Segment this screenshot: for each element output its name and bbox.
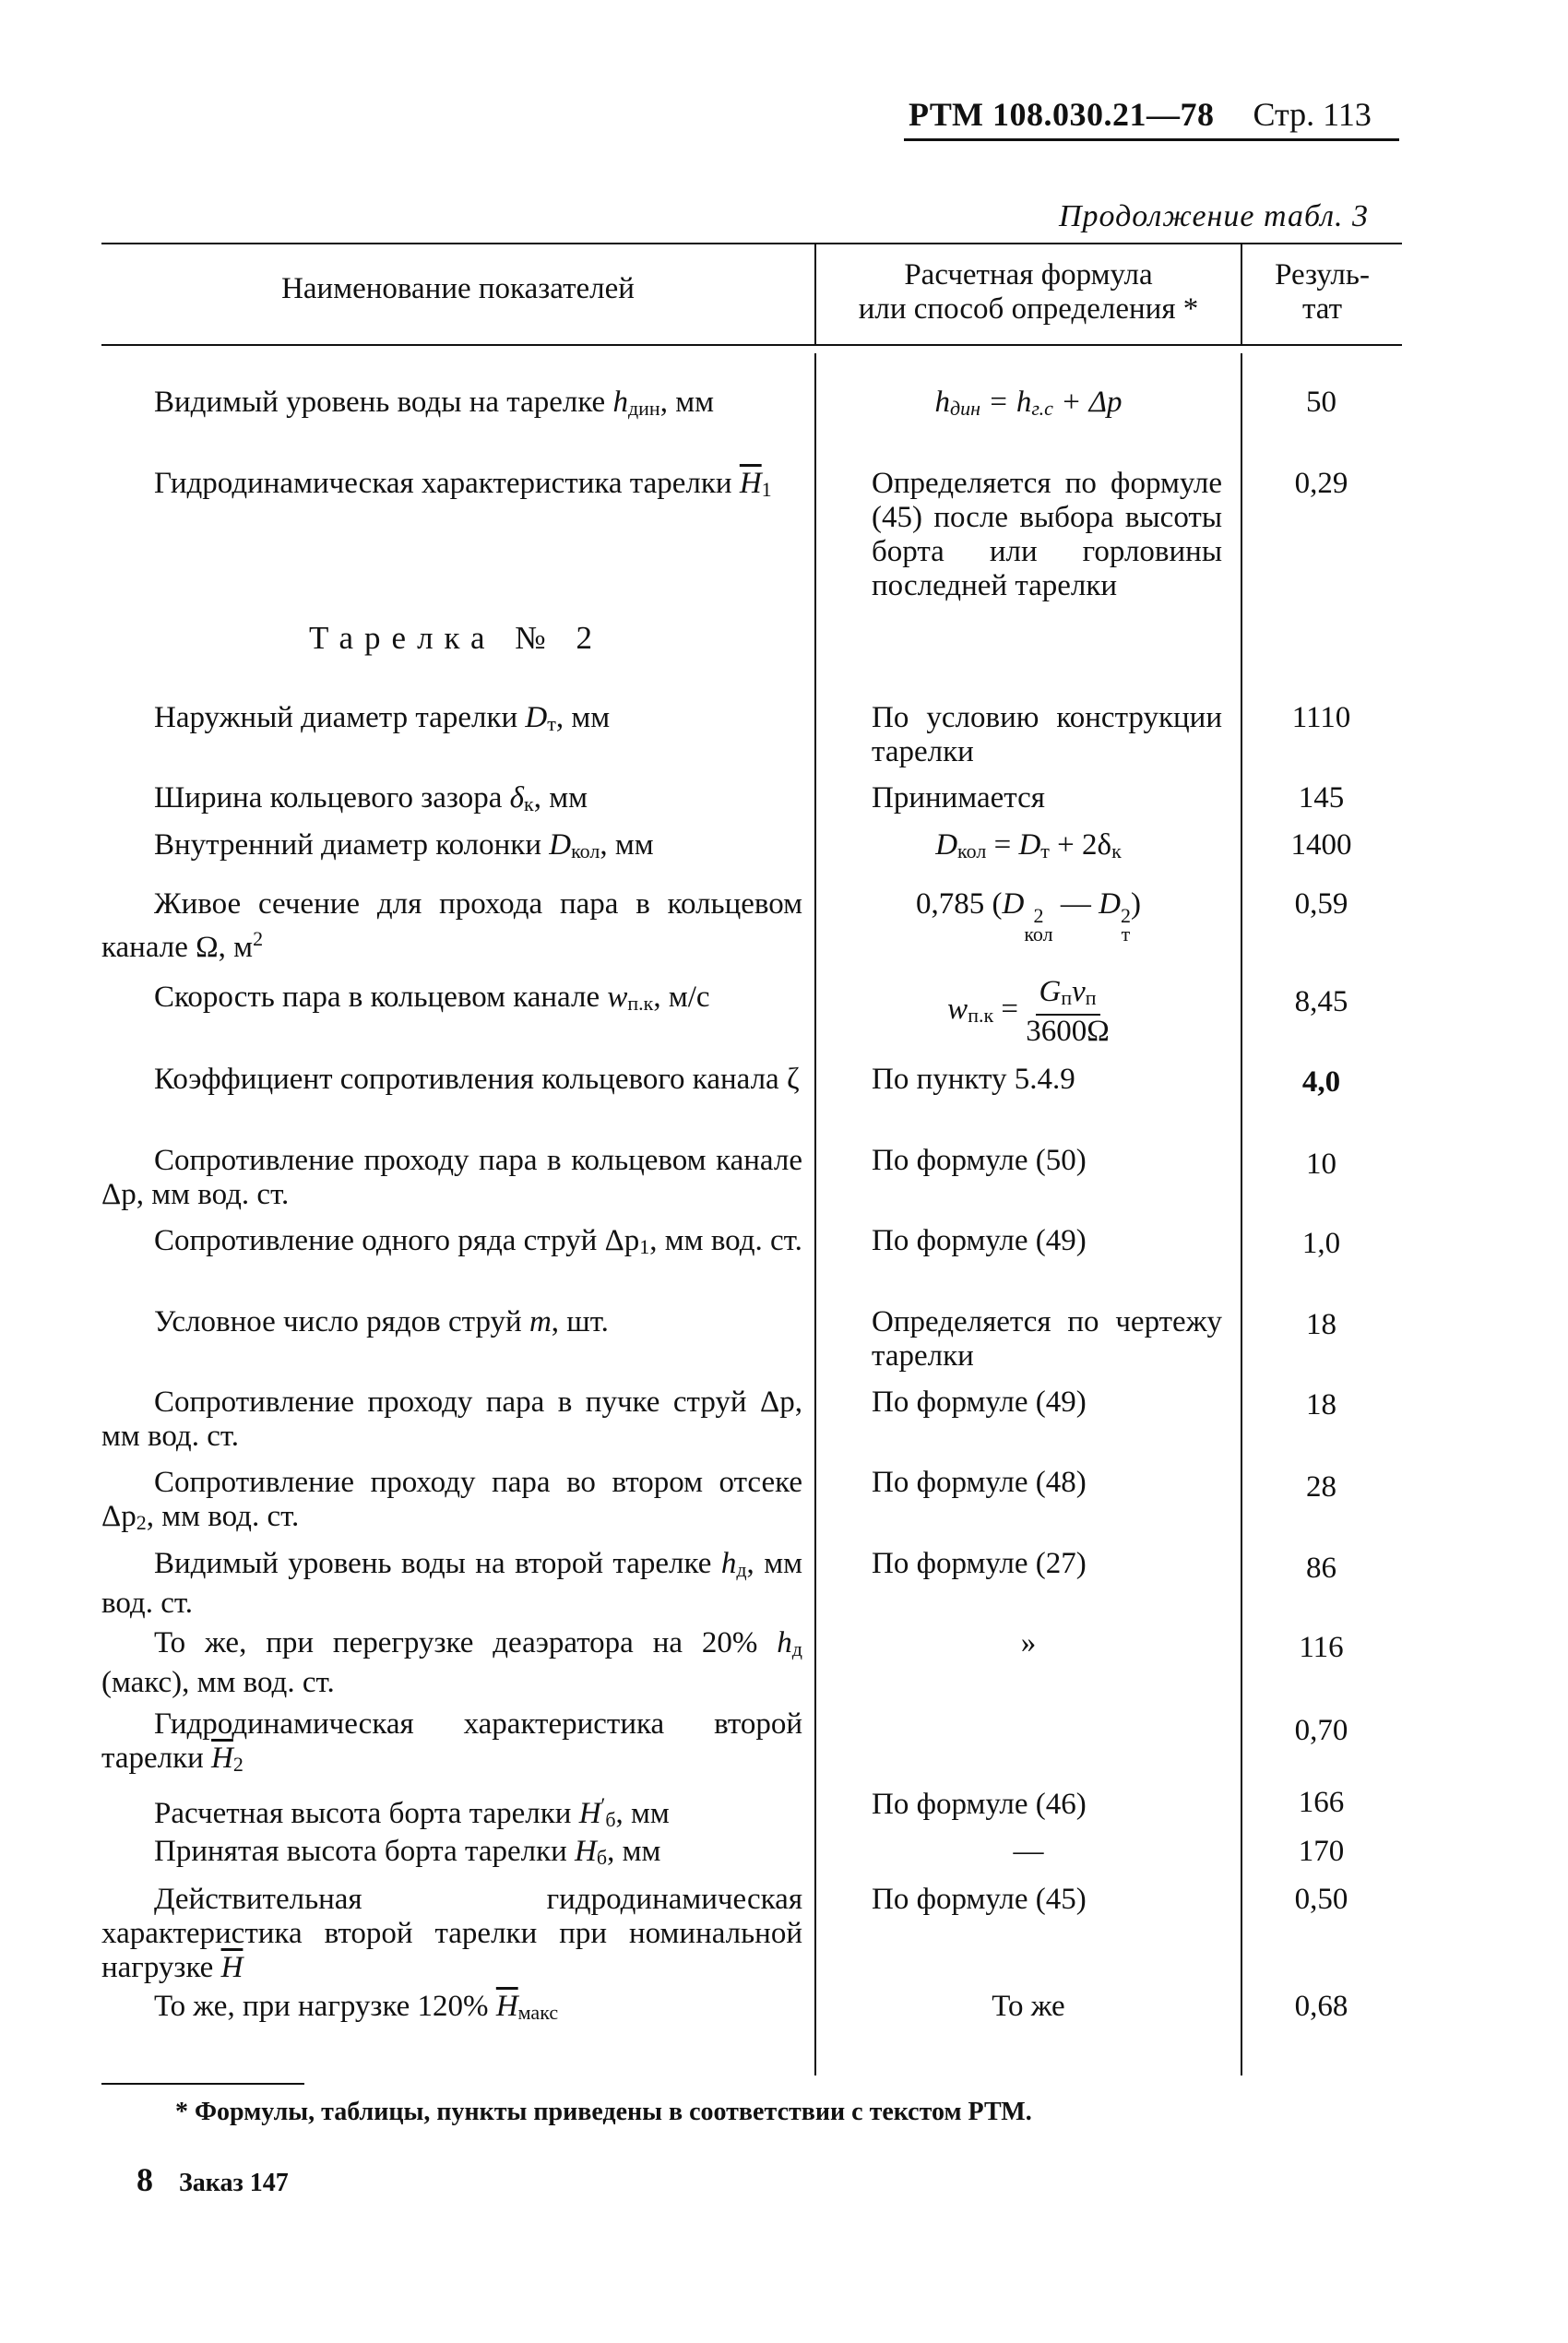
table-row-method: По формуле (46) bbox=[872, 1788, 1087, 1821]
table-row-method: По формуле (45) bbox=[872, 1883, 1087, 1916]
table-row-result: 4,0 bbox=[1301, 1065, 1341, 1099]
table-row-formula: hдин = hг.с + Δp bbox=[934, 386, 1123, 420]
table-row-name: Видимый уровень воды на второй тарелке hд, мм вод. ст. bbox=[101, 1547, 802, 1620]
table-row-method: По формуле (27) bbox=[872, 1547, 1087, 1580]
table-row-name: Видимый уровень воды на тарелке hдин, мм bbox=[154, 386, 714, 420]
table-row-method: По пункту 5.4.9 bbox=[872, 1063, 1075, 1096]
table-row-name: Гидродинамическая характеристика второй тарелки $\overline{H}2$ bbox=[101, 1707, 802, 1776]
table-row-name: Сопротивление проходу пара в пучке струй Δp, мм вод. ст. bbox=[101, 1386, 802, 1453]
table-head-rule bbox=[101, 344, 1402, 346]
table-row-method: По условию конструкции тарелки bbox=[872, 701, 1222, 768]
table-row-name: Принятая высота борта тарелки Hб, мм bbox=[154, 1835, 661, 1869]
table-row-result: 10 bbox=[1306, 1148, 1336, 1181]
table-row-result: 0,70 bbox=[1294, 1714, 1348, 1747]
table-row-name: Сопротивление проходу пара во втором отсеке Δp2, мм вод. ст. bbox=[101, 1466, 802, 1534]
table-row-formula: wп.к = $\frac{\text{Gпvп}}{3600\Omega}$ bbox=[947, 975, 1110, 1048]
table-row-result: 18 bbox=[1306, 1308, 1336, 1341]
column-header-formula: Расчетная формула или способ определения * bbox=[858, 258, 1199, 326]
table-row-name: Действительная гидродинамическая характеристика второй тарелки при номинальной нагрузке $\overline{H}$ bbox=[101, 1883, 802, 1984]
table-row-name: Условное число рядов струй m, шт. bbox=[154, 1305, 609, 1338]
page-header bbox=[909, 95, 1372, 134]
table-row-result: 50 bbox=[1306, 386, 1336, 419]
table-row-formula: Dкол = Dт + 2δк bbox=[935, 828, 1122, 862]
table-row-result: 18 bbox=[1306, 1388, 1336, 1421]
sheet-number: 8 bbox=[137, 2161, 153, 2198]
section-heading: Тарелка № 2 bbox=[309, 620, 603, 656]
table-row-name: Гидродинамическая характеристика тарелки $\overline{H}1$ bbox=[154, 467, 772, 501]
table-top-rule bbox=[101, 243, 1402, 244]
order-number: Заказ 147 bbox=[179, 2169, 289, 2197]
table-row-name: Сопротивление проходу пара в кольцевом канале Δp, мм вод. ст. bbox=[101, 1144, 802, 1211]
table-row-result: 1400 bbox=[1290, 828, 1352, 862]
table-row-result: 8,45 bbox=[1294, 985, 1348, 1018]
document-code: РТМ 108.030.21—78 bbox=[909, 96, 1215, 133]
table-row-name: Ширина кольцевого зазора δк, мм bbox=[154, 781, 588, 815]
page-footer bbox=[137, 2160, 289, 2199]
table-row-name: Коэффициент сопротивления кольцевого канала ζ bbox=[154, 1063, 800, 1096]
page-number: Стр. 113 bbox=[1253, 96, 1372, 133]
table-row-method: Определяется по формуле (45) после выбора высоты борта или горловины последней тарелки bbox=[872, 467, 1222, 602]
table-row-result: 0,50 bbox=[1294, 1883, 1348, 1916]
velocity-fraction: $\frac{\text{Gпvп}}{3600\Omega}$ bbox=[1026, 975, 1110, 1048]
table-caption: Продолжение табл. 3 bbox=[1059, 199, 1370, 233]
table-row-name: То же, при перегрузке деаэратора на 20% hд (макс), мм вод. ст. bbox=[101, 1626, 802, 1699]
table-row-method: Принимается bbox=[872, 781, 1045, 815]
column-header-result: Резуль- тат bbox=[1275, 258, 1370, 326]
table-row-method: То же bbox=[992, 1990, 1065, 2023]
header-rule bbox=[904, 138, 1399, 141]
table-row-name: То же, при нагрузке 120% $\overline{H}макс$ bbox=[154, 1990, 559, 2024]
table-row-result: 116 bbox=[1299, 1631, 1344, 1664]
table-row-name: Сопротивление одного ряда струй Δp1, мм вод. ст. bbox=[154, 1224, 802, 1258]
table-row-result: 1,0 bbox=[1301, 1227, 1341, 1260]
table-row-result: 1110 bbox=[1291, 701, 1351, 734]
table-row-formula: 0,785 (D 2 кол — D 2 т ) bbox=[916, 887, 1141, 946]
table-row-name: Живое сечение для прохода пара в кольцевом канале Ω, $м^2$ bbox=[101, 887, 802, 964]
table-row-method: По формуле (50) bbox=[872, 1144, 1087, 1177]
table-row-result: 0,59 bbox=[1294, 887, 1348, 921]
table-row-result: 166 bbox=[1298, 1786, 1345, 1819]
table-row-name: Расчетная высота борта тарелки H′б, мм bbox=[154, 1793, 670, 1831]
table-row-method: По формуле (48) bbox=[872, 1466, 1087, 1499]
table-row-method: По формуле (49) bbox=[872, 1224, 1087, 1257]
table-row-result: 0,68 bbox=[1294, 1990, 1348, 2023]
table-row-method: » bbox=[1020, 1626, 1037, 1659]
table-row-result: 28 bbox=[1306, 1470, 1336, 1504]
table-row-result: 170 bbox=[1298, 1835, 1345, 1868]
table-row-method: По формуле (49) bbox=[872, 1386, 1087, 1419]
table-row-name: Наружный диаметр тарелки Dт, мм bbox=[154, 701, 611, 735]
table-row-method: — bbox=[1013, 1835, 1044, 1868]
table-row-name: Внутренний диаметр колонки Dкол, мм bbox=[154, 828, 654, 862]
table-row-method: Определяется по чертежу тарелки bbox=[872, 1305, 1222, 1373]
table-row-name: Скорость пара в кольцевом канале wп.к, м/с bbox=[154, 981, 710, 1015]
table-row-result: 145 bbox=[1298, 781, 1345, 815]
column-header-name: Наименование показателей bbox=[281, 272, 635, 305]
footnote-rule bbox=[101, 2083, 304, 2085]
column-divider-1 bbox=[814, 353, 816, 2075]
table-row-result: 86 bbox=[1306, 1552, 1336, 1585]
footnote: * Формулы, таблицы, пункты приведены в соответствии с текстом РТМ. bbox=[175, 2098, 1032, 2126]
table-row-result: 0,29 bbox=[1294, 467, 1348, 500]
